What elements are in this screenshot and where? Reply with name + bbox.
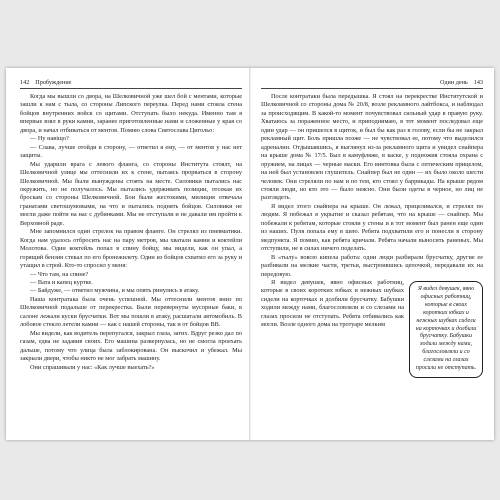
left-page xyxy=(20,78,242,433)
dialogue-line: — Ну навіщо? xyxy=(30,135,69,143)
book-gutter xyxy=(249,68,251,440)
paragraph: Я видел девушек, явно офисных работниц, которые в своих коротких юбках и нежных шубках сидели на корточках и долбили брусчатку. Бабушки ходили между нами, благословляли и со слезами на глазах просили не отступать. Ребята отбивались как могли. Возле одного дома на тротуаре мелким xyxy=(261,278,404,329)
paragraph: В «тылу» вовсю кипела работа: одни люди разбирали брусчатку, другие ее разбивали на мелкие части, третьи, выстроившись цепочкой, передавали их на передовую. xyxy=(261,253,483,278)
pull-quote-callout: Я видел девушек, явно офисных работниц, которые в своих коротких юбках и нежных шубках сидели на корточках и долбили брусчатку. Бабушки ходили между нами, благословляли и со слезами на глазах просили не отступать. xyxy=(409,281,483,378)
dialogue-line: — Что там, на спине? xyxy=(30,270,89,278)
dialogue-line: — Вата и капец куртке. xyxy=(30,278,93,286)
right-page xyxy=(261,78,483,433)
left-page-body xyxy=(20,93,242,372)
paragraph: После контратаки была передышка. Я стоял на перекрестке Институтской и Шелковичной со стороны дома № 20/8, возле рекламного лайтбокса, и наблюдал за происходящим. В какой-то момент почувствовал сильный удар в правую руку. Хватаюсь за пораженное место, и приподнимаю, в тот момент последовал еще один удар — он пришелся в щиток, и был бы как раз в голову, если бы не закрыл рекламный щит. Боль пришла позже — не чувствовал ее, потому что выделился адреналин. Отдышавшись, я выглянул из-за рекламного щита и увидел снайпера на крыше дома № 17/5. Был в камуфляже, в каске, у подножия стояла охрана с оружием, на лицах — черные маски. Его винтовка была с оптическим прицелом, на ней был установлен глушитель. Снайпер был не один — их было около шести человек. Они стреляли по нам и по тем, кто стоял у баррикады. На крыше рядом стояли люди, но кто это — было неясно. Они были одеты в черное, но лиц не разглядеть. xyxy=(261,93,483,202)
paragraph: Когда мы вышли со двора, на Шелковичной уже шел бой с ментами, которые зашли к нам с тыла, со стороны Липского переулка. Перед нами стояла стена бойцов внутренних войск со щитами. Отступать было некуда. Именно там я впервые взял в руки камни, заранее приготовленные нами и сложенные у края со двора, и начал отбиваться от ментов. Помню слова Святослава Цигольо: xyxy=(20,93,242,134)
paragraph: Наша контратака была очень успешной. Мы оттеснили ментов вниз по Шелковичной подальше от перекрестка. Были перевернуты мусорные баки, в салоне лежали куски брусчатки. Вот мы пошли в атаку, расшатали автомобиль. В лобовое стекло летели камни — как с нашей стороны, так и от бойцов ВВ. xyxy=(20,295,242,329)
paragraph: Они спрашивали у нас: «Как лучше выехать?» xyxy=(30,363,155,371)
right-running-title: Один день xyxy=(439,79,468,86)
paragraph: Мне запомнился один стрелок на правом фланге. Он стрелял из пневматики. Когда нам удалось отбросить нас на пару метров, мы хватали камни и коктейли Молотова. Один коктейль попал в спину бойцу, мы видели, как он упал, а горящий бензин стекал по его бронежилету. Один из бойцов схватил его за руку и утащил в строй. Кто-то спросил у меня: xyxy=(20,228,242,270)
callout-wrap xyxy=(261,278,483,372)
dialogue-line: — Слава, лучше отойди в сторону, — ответил я ему, — от ментов у нас нет защиты. xyxy=(20,143,242,160)
left-page-header xyxy=(20,78,242,89)
dialogue-line: — Байдуже, — ответил мужчина, и мы опять ринулись в атаку. xyxy=(30,287,200,295)
right-page-number: 143 xyxy=(473,79,483,86)
right-page-body xyxy=(261,93,483,372)
paragraph: Я видел этого снайпера на крыше. Он лежал, прицеливался, и стрелял по людям. Я побежал в укрытие и сказал ребятам, что на крыше — снайпер. Мы побежали к ребятам, которые стояли у стены и в тот момент был ранен еще один из наших. Пуля попала ему в шею. Ребята подхватили его и понесли в сторону медпункта. Я помню, как ребята кричали. Ребята начали выносить раненых. Мы отступили, не в силах ничего поделать. xyxy=(261,202,483,253)
paragraph: Мы видели, как водитель перепугался, закрыл глаза, затих. Вдруг резко дал по газам, едва не задавив своих. Его машина развернулась, но не смогла проехать дальше, потому что улица была заблокирована. Он выскочил и убежал. Мы закрыли двери, чтобы никто не мог забрать машину. xyxy=(20,329,242,363)
book-spread xyxy=(6,68,494,440)
paragraph: Мы ударили врага с левого фланга, со стороны Института стоялт, на Шелковичной улице мы оттеснили их к стене, пытаясь прорваться в сторону Шелковичной. Мы были вынуждены стоять на месте. Силовики пытались нас окружить, но не получалось. Мы пытались удерживать позиции, отсекая их броскам со стороны Шелковичной. Бои были жестокими, милиция отвечала гранатами светошумовыми, на что и пытались поднять бойцов. Силовики не могли даже пойти на нас с дубинками. Мы не отступали и не давали им пройти к Верховной раде. xyxy=(20,160,242,227)
right-page-header xyxy=(261,78,483,89)
left-running-title: Пробуждение xyxy=(35,79,72,86)
left-page-number: 142 xyxy=(20,79,30,86)
